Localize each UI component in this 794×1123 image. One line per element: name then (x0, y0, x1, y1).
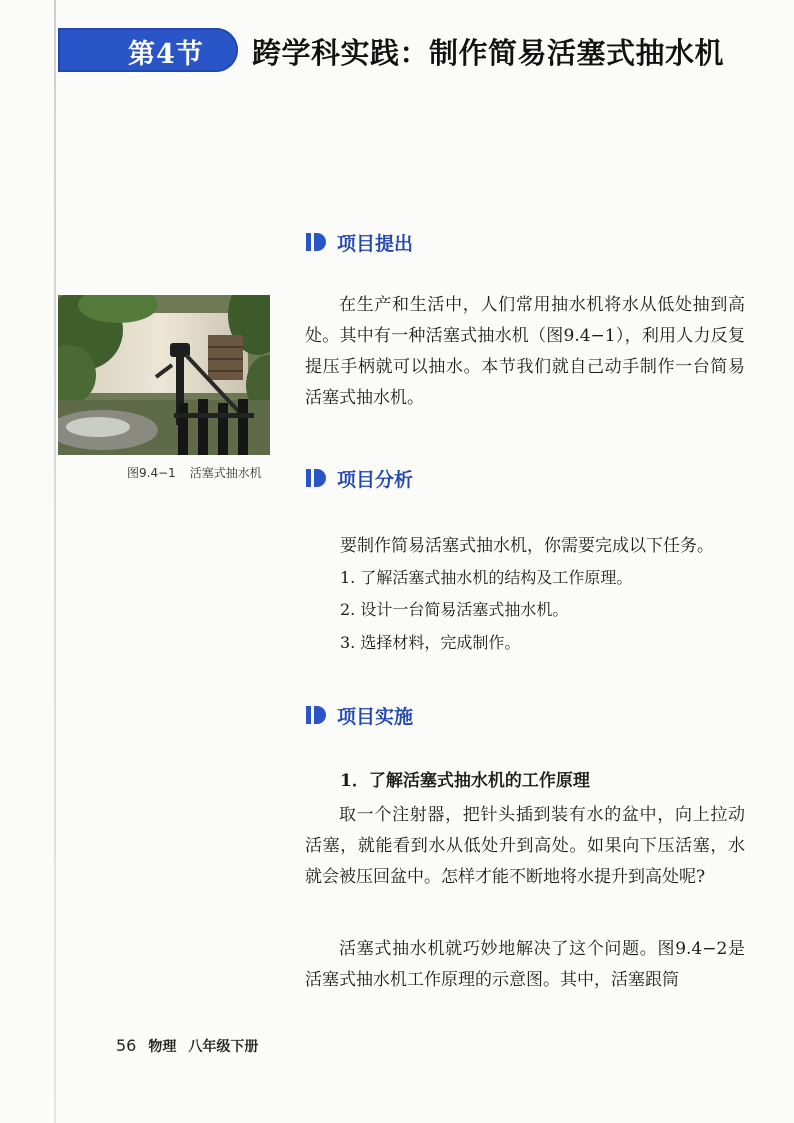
section-heading-analysis (305, 464, 413, 492)
implementation-paragraph-1: 取一个注射器，把针头插到装有水的盆中，向上拉动活塞，就能看到水从低处升到高处。如果向下压活塞，水就会被压回盆中。怎样才能不断地将水提升到高处呢? (305, 805, 745, 887)
section-marker-icon (305, 704, 327, 726)
proposal-paragraph: 在生产和生活中，人们常用抽水机将水从低处抽到高处。其中有一种活塞式抽水机（图9.4−1），利用人力反复提压手柄就可以抽水。本节我们就自己动手制作一台简易活塞式抽水机。 (305, 295, 745, 408)
analysis-intro: 要制作简易活塞式抽水机，你需要完成以下任务。 (340, 536, 714, 556)
section-marker-icon (305, 231, 327, 253)
task-item-1: 1. 了解活塞式抽水机的结构及工作原理。 (340, 568, 633, 587)
book-grade: 八年级下册 (188, 1039, 259, 1055)
section-heading-proposal (305, 228, 413, 256)
figure-number: 图9.4−1 (127, 466, 176, 480)
figure-title: 活塞式抽水机 (189, 466, 262, 480)
book-subject: 物理 (148, 1039, 177, 1055)
section-badge (58, 28, 238, 72)
heading-text: 项目实施 (337, 705, 414, 728)
pump-photo (58, 295, 270, 455)
subsection-heading: 1．了解活塞式抽水机的工作原理 (340, 771, 590, 791)
implementation-paragraph-2: 活塞式抽水机就巧妙地解决了这个问题。图9.4−2是活塞式抽水机工作原理的示意图。其中，活塞跟筒 (305, 939, 745, 990)
page-number: 56 (116, 1036, 137, 1055)
page-footer (116, 1036, 258, 1056)
page-title: 跨学科实践：制作简易活塞式抽水机 (252, 36, 725, 70)
section-heading-implementation (305, 701, 413, 729)
heading-text: 项目提出 (337, 232, 414, 255)
page-spine (54, 0, 56, 1123)
task-item-3: 3. 选择材料，完成制作。 (340, 633, 521, 652)
section-label: 第4节 (128, 39, 204, 70)
section-marker-icon (305, 467, 327, 489)
task-item-2: 2. 设计一台简易活塞式抽水机。 (340, 600, 569, 619)
heading-text: 项目分析 (337, 468, 414, 491)
figure-caption (127, 464, 262, 481)
